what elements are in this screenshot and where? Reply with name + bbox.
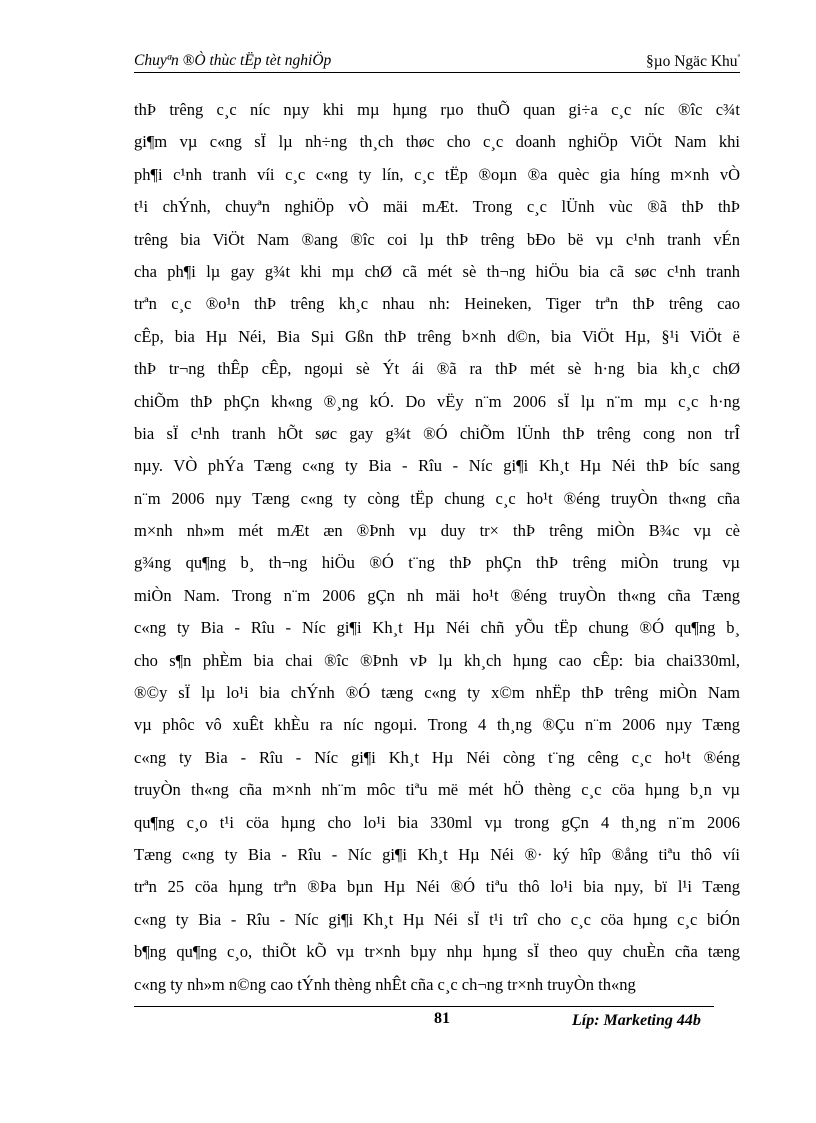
author-name xyxy=(646,52,740,71)
text-line: nµy. VÒ phÝa Tæng c«ng ty Bia - Rîu - Níc gi¶i Kh¸t Hµ Néi thÞ bíc sang xyxy=(134,456,740,476)
text-line: truyÒn th«ng cña m×nh nh¨m môc tiªu më mét hÖ thèng c¸c cöa hµng b¸n vµ xyxy=(134,780,740,800)
text-line: c«ng ty Bia - Rîu - Níc gi¶i Kh¸t Hµ Néi còng t¨ng cêng c¸c ho¹t ®éng xyxy=(134,747,740,767)
page-header xyxy=(134,50,740,73)
page-number: 81 xyxy=(434,1010,450,1027)
text-line: ®©y sÏ lµ lo¹i bia chÝnh ®Ó tæng c«ng ty x©m nhËp thÞ trêng miÒn Nam xyxy=(134,683,740,703)
text-line: qu¶ng c¸o t¹i cöa hµng cho lo¹i bia 330ml vµ trong gÇn 4 th¸ng n¨m 2006 xyxy=(134,812,740,832)
text-line: cha ph¶i lµ gay g¾t khi mµ chØ cã mét sè th¬ng hiÖu bia cã søc c¹nh tranh xyxy=(134,261,740,281)
text-line: ph¶i c¹nh tranh víi c¸c c«ng ty lín, c¸c tËp ®oµn ®a quèc gia híng m×nh vÒ xyxy=(134,164,740,184)
text-line: t¹i chÝnh, chuyªn nghiÖp vÒ mäi mÆt. Trong c¸c lÜnh vùc ®ã thÞ thÞ xyxy=(134,197,740,217)
text-line: m×nh nh»m mét mÆt æn ®Þnh vµ duy tr× thÞ trêng miÒn B¾c vµ cè xyxy=(134,521,740,541)
body-text xyxy=(134,94,740,1001)
text-line: c«ng ty nh»m n©ng cao tÝnh thèng nhÊt cña c¸c ch¬ng tr×nh truyÒn th«ng xyxy=(134,974,636,994)
text-line: b¶ng qu¶ng c¸o, thiÕt kÕ vµ tr×nh bµy nhµ hµng sÏ theo quy chuÈn cña tæng xyxy=(134,942,740,962)
author-name-superscript: ª xyxy=(737,52,740,62)
text-line: trªn 25 cöa hµng trªn ®Þa bµn Hµ Néi ®Ó tiªu thô lo¹i bia nµy, bï l¹i Tæng xyxy=(134,877,740,897)
text-line: g¾ng qu¶ng b¸ th¬ng hiÖu ®Ó t¨ng thÞ phÇn thÞ trêng miÒn trung vµ xyxy=(134,553,740,573)
author-name-text: §µo Ngäc Khu xyxy=(645,53,738,71)
text-line: cÊp, bia Hµ Néi, Bia Sµi Gßn thÞ trêng b×nh d©n, bia ViÖt Hµ, §¹i ViÖt ë xyxy=(134,326,740,346)
text-line: n¨m 2006 nµy Tæng c«ng ty còng tËp chung c¸c ho¹t ®éng truyÒn th«ng cña xyxy=(134,488,740,508)
text-line: miÒn Nam. Trong n¨m 2006 gÇn nh mäi ho¹t ®éng truyÒn th«ng cña Tæng xyxy=(134,585,740,605)
text-line: trªn c¸c ®o¹n thÞ trêng kh¸c nhau nh: Heineken, Tiger trªn thÞ trêng cao xyxy=(134,294,740,314)
text-line: c«ng ty Bia - Rîu - Níc gi¶i Kh¸t Hµ Néi chñ yÕu tËp chung ®Ó qu¶ng b¸ xyxy=(134,618,740,638)
text-line: c«ng ty Bia - Rîu - Níc gi¶i Kh¸t Hµ Néi sÏ t¹i trî cho c¸c cöa hµng c¸c biÓn xyxy=(134,909,740,929)
text-line: vµ phôc vô xuÊt khÈu ra níc ngoµi. Trong 4 th¸ng ®Çu n¨m 2006 nµy Tæng xyxy=(134,715,740,735)
text-line: thÞ tr¬ng thÊp cÊp, ngoµi sè Ýt ái ®ã ra thÞ mét sè h·ng bia kh¸c chØ xyxy=(134,359,740,379)
document-title: Chuyªn ®Ò thùc tËp tèt nghiÖp xyxy=(134,52,332,69)
text-line: chiÕm thÞ phÇn kh«ng ®¸ng kÓ. Do vËy n¨m 2006 sÏ lµ n¨m mµ c¸c h·ng xyxy=(134,391,740,411)
text-line: gi¶m vµ c«ng sÏ lµ nh÷ng th¸ch thøc cho c¸c doanh nghiÖp ViÖt Nam khi xyxy=(134,132,740,152)
text-line: bia sÏ c¹nh tranh hÕt søc gay g¾t ®Ó chiÕm lÜnh thÞ trêng cong non trÎ xyxy=(134,423,740,443)
class-label: Líp: Marketing 44b xyxy=(572,1012,701,1029)
text-line: Tæng c«ng ty Bia - Rîu - Níc gi¶i Kh¸t Hµ Néi ®· ký hîp ®ång tiªu thô víi xyxy=(134,844,740,864)
text-line: cho s¶n phÈm bia chai ®îc ®Þnh vÞ lµ kh¸ch hµng cao cÊp: bia chai330ml, xyxy=(134,650,740,670)
text-line: trêng bia ViÖt Nam ®ang ®îc coi lµ thÞ trêng bÐo bë vµ c¹nh tranh vÉn xyxy=(134,229,740,249)
footer-divider xyxy=(134,1006,714,1007)
text-line: thÞ trêng c¸c níc nµy khi mµ hµng rµo thuÕ quan gi÷a c¸c níc ®îc c¾t xyxy=(134,100,740,119)
